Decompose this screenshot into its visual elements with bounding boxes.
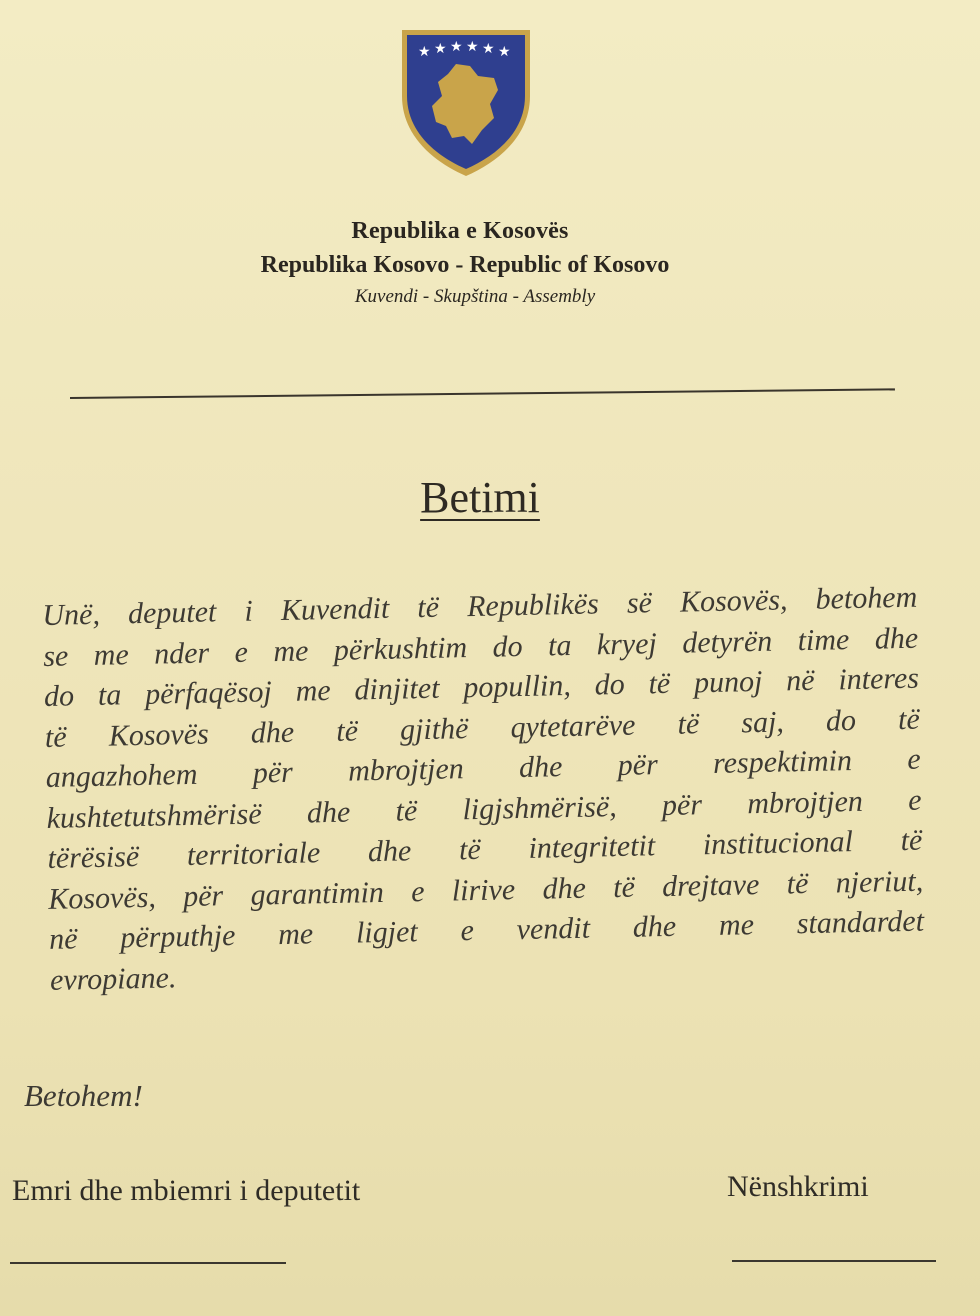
svg-text:★: ★: [418, 44, 431, 60]
kosovo-coat-of-arms-icon: [398, 26, 534, 178]
oath-line: angazhohem për mbrojtjen dhe për respektimin e: [45, 742, 921, 794]
oath-line: tërësisë territoriale dhe të integritetit institucional të: [47, 823, 923, 875]
oath-closing: Betohem!: [24, 1078, 143, 1113]
signature-line: [732, 1260, 936, 1262]
svg-text:★: ★: [466, 39, 479, 55]
oath-line: të Kosovës dhe të gjithë qytetarëve të saj, do të: [44, 702, 921, 754]
oath-line: se me nder e me përkushtim do ta kryej detyrën time dhe: [42, 621, 919, 673]
oath-line: do ta përfaqësoj me dinjitet popullin, do të punoj në interes: [43, 661, 920, 713]
deputy-name-line: [10, 1262, 286, 1264]
letterhead-line-assembly: Kuvendi - Skupština - Assembly: [354, 286, 596, 307]
oath-line: në përputhje me ligjet e vendit dhe me standardet: [48, 904, 925, 956]
deputy-name-label: Emri dhe mbiemri i deputetit: [12, 1174, 361, 1207]
svg-text:★: ★: [498, 44, 511, 60]
oath-line: Unë, deputet i Kuvendit të Republikës së Kosovës, betohem: [42, 580, 918, 632]
letterhead: [0, 214, 980, 312]
document-title: Betimi: [420, 473, 540, 522]
letterhead-line-republic-albanian: Republika e Kosovës: [351, 218, 569, 244]
oath-line: Kosovës, për garantimin e lirive dhe të drejtave të njeriut,: [48, 864, 924, 916]
header-divider: [70, 388, 895, 399]
svg-text:★: ★: [434, 41, 447, 57]
letterhead-line-republic-serbian-english: Republika Kosovo - Republic of Kosovo: [260, 252, 670, 278]
svg-text:★: ★: [482, 41, 495, 57]
signature-label: Nënshkrimi: [727, 1170, 869, 1203]
oath-line: evropiane.: [49, 960, 177, 997]
oath-text: [42, 578, 925, 1001]
svg-text:★: ★: [450, 39, 463, 55]
oath-line: kushtetutshmërisë dhe të ligjshmërisë, për mbrojtjen e: [46, 783, 922, 835]
